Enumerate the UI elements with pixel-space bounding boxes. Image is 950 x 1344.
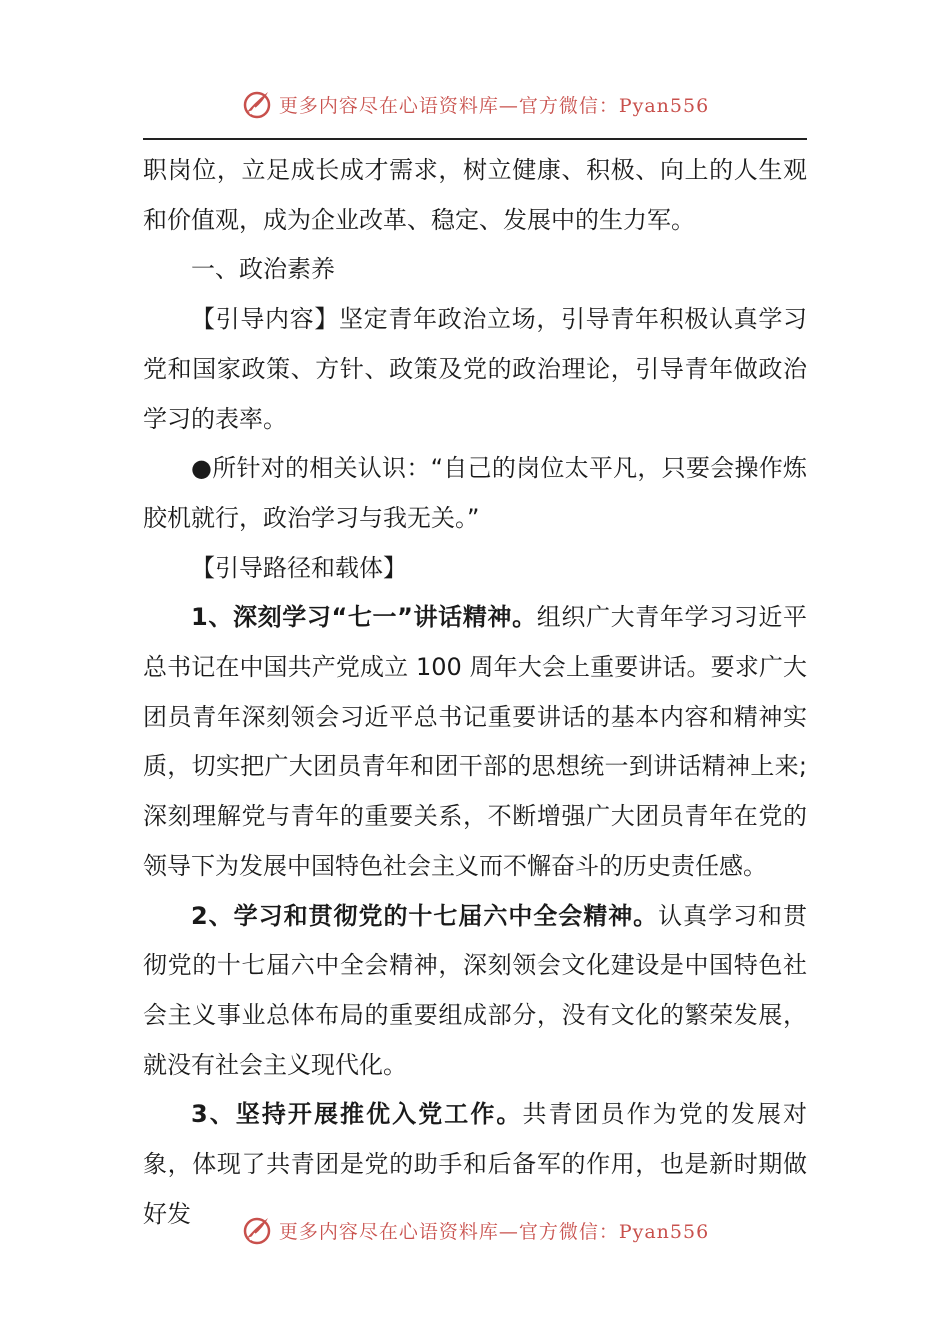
list-item-2-title: 2、学习和贯彻党的十七届六中全会精神。: [191, 901, 659, 930]
footer-banner-text: 更多内容尽在心语资料库—官方微信：Pyan556: [278, 1220, 710, 1243]
list-item-1-text: 组织广大青年学习习近平总书记在中国共产党成立 100 周年大会上重要讲话。要求广大团员青年深刻领会习近平总书记重要讲话的基本内容和精神实质，切实把广大团员青年和团干部的思想统一到讲话精神上来;深刻理解党与青年的重要关系，不断增强广大团员青年在党的领导下为发展中国特色社会主义而不懈奋斗的历史责任感。: [143, 603, 808, 880]
document-body: [143, 146, 807, 1239]
paragraph-related-view: ●所针对的相关认识：“自己的岗位太平凡，只要会操作炼胶机就行，政治学习与我无关。”: [143, 454, 807, 532]
header-banner: [0, 82, 950, 126]
list-item-2: [143, 892, 807, 1091]
paragraph-guidance-content: 【引导内容】坚定青年政治立场，引导青年积极认真学习党和国家政策、方针、政策及党的政治理论，引导青年做政治学习的表率。: [143, 305, 807, 433]
quill-logo-icon: [241, 1214, 273, 1246]
list-item-1: [143, 593, 807, 891]
list-item-1-title: 1、深刻学习“七一”讲话精神。: [191, 603, 537, 632]
list-item-2-text: 认真学习和贯彻党的十七届六中全会精神，深刻领会文化建设是中国特色社会主义事业总体布局的重要组成部分，没有文化的繁荣发展，就没有社会主义现代化。: [143, 901, 808, 1079]
header-banner-text: 更多内容尽在心语资料库—官方微信：Pyan556: [278, 94, 710, 117]
footer-banner: [0, 1208, 950, 1252]
section-heading: 一、政治素养: [191, 255, 335, 284]
header-divider: [143, 138, 807, 140]
quill-logo-icon: [241, 88, 273, 120]
list-item-3-text: 共青团员作为党的发展对象，体现了共青团是党的助手和后备军的作用，也是新时期做好发: [143, 1100, 808, 1228]
paragraph-intro: 职岗位，立足成长成才需求，树立健康、积极、向上的人生观和价值观，成为企业改革、稳定、发展中的生力军。: [143, 156, 807, 234]
paragraph-path-heading: 【引导路径和载体】: [191, 553, 407, 582]
list-item-3-title: 3、坚持开展推优入党工作。: [191, 1100, 523, 1129]
